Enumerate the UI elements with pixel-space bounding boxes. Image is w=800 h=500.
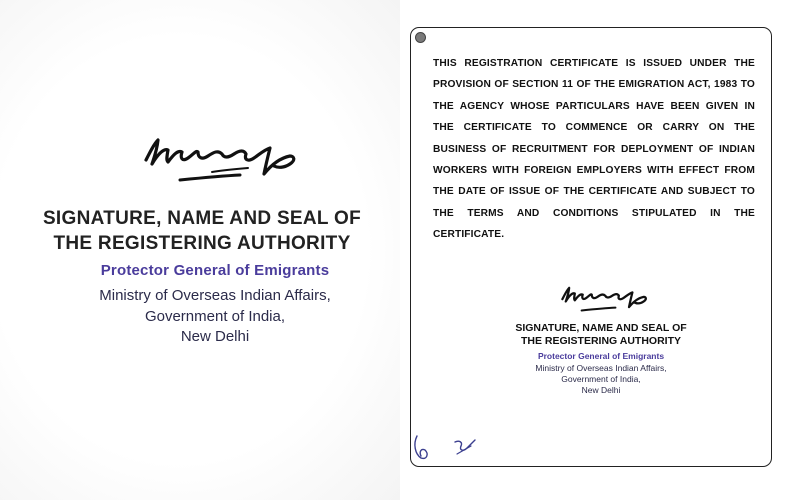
handwritten-signature: [140, 130, 310, 200]
punch-hole-icon: [415, 32, 426, 43]
handwritten-signature-small: [559, 282, 655, 322]
certificate-heading-line2: THE REGISTERING AUTHORITY: [520, 335, 682, 347]
zoomed-heading-line2: THE REGISTERING AUTHORITY: [53, 233, 351, 254]
zoomed-stamp-government: Government of India,: [144, 308, 286, 325]
zoomed-heading-line1: SIGNATURE, NAME AND SEAL OF: [42, 208, 362, 229]
zoomed-stamp-ministry: Ministry of Overseas Indian Affairs,: [99, 287, 331, 304]
certificate-page: [410, 27, 772, 467]
handwritten-initials: [411, 430, 481, 466]
certificate-body-text: THIS REGISTRATION CERTIFICATE IS ISSUED UNDER THE PROVISION OF SECTION 11 OF THE EMIGRATION ACT, 1983 TO THE AGENCY WHOSE PARTICULARS HAVE BEEN GIVEN IN THE CERTIFICATE TO COMMENCE OR CARRY ON THE BUSINESS OF RECRUITMENT FOR DEPLOYMENT OF INDIAN WORKERS WITH FOREIGN EMPLOYERS WITH EFFECT FROM THE DATE OF ISSUE OF THE CERTIFICATE AND SUBJECT TO THE TERMS AND CONDITIONS STIPULATED IN THE CERTIFICATE.: [433, 58, 755, 241]
certificate-stamp-government: Government of India,: [561, 374, 641, 384]
certificate-stamp-city: New Delhi: [581, 385, 621, 395]
certificate-stamp-ministry: Ministry of Overseas Indian Affairs,: [535, 363, 667, 373]
zoomed-stamp-designation: Protector General of Emigrants: [100, 262, 330, 279]
certificate-heading-line1: SIGNATURE, NAME AND SEAL OF: [515, 322, 687, 334]
certificate-stamp-designation: Protector General of Emigrants: [537, 351, 665, 361]
zoomed-stamp-city: New Delhi: [180, 328, 250, 345]
